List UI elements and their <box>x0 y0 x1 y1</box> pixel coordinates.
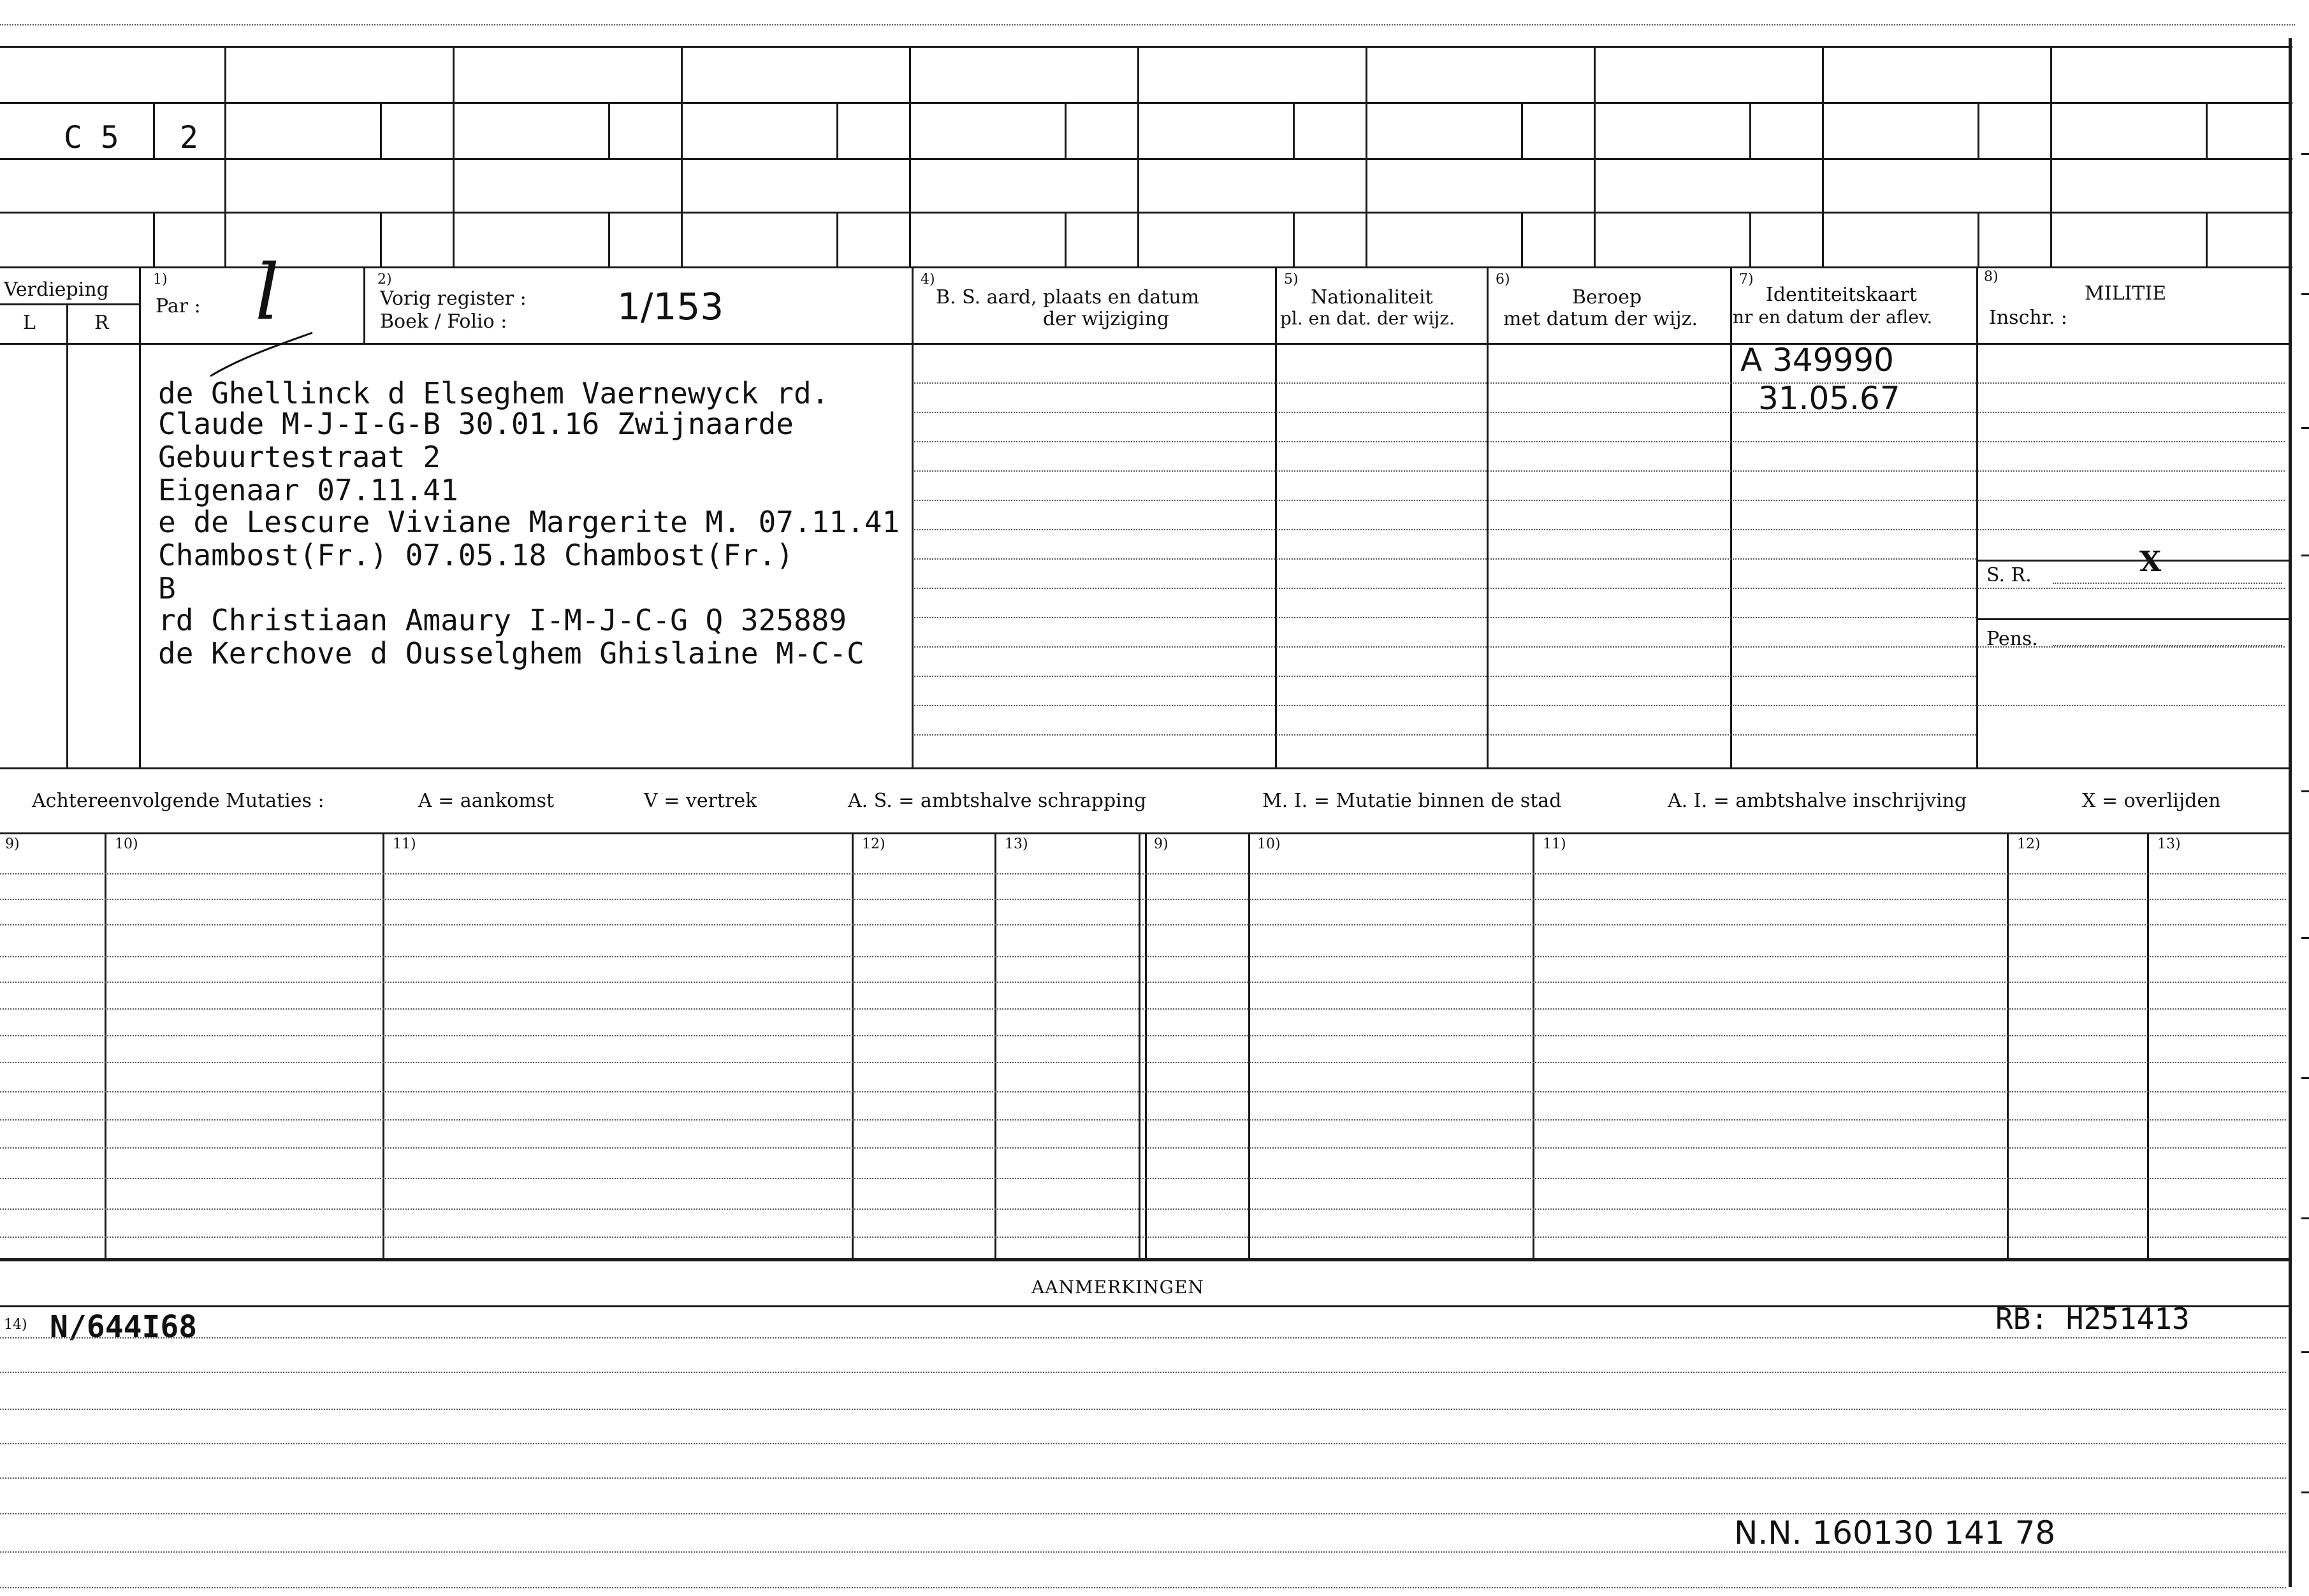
remark-code: N/644I68 <box>50 1309 198 1345</box>
ruled-line <box>0 982 2286 983</box>
column-number: 9) <box>1154 836 1169 852</box>
mutation-legend-mi: M. I. = Mutatie binnen de stad <box>1262 790 1562 812</box>
grid-line <box>852 832 854 1259</box>
person-line: de Ghellinck d Elseghem Vaernewyck rd. <box>158 376 829 410</box>
boek-folio-label: Boek / Folio : <box>380 310 507 333</box>
grid-line <box>1293 102 1295 158</box>
grid-line <box>2206 212 2208 266</box>
grid-line <box>2007 832 2009 1259</box>
ruled-line <box>0 1443 2286 1444</box>
column-number: 10) <box>1257 836 1281 852</box>
ruled-line <box>914 558 1976 560</box>
grid-line <box>0 832 2289 834</box>
grid-line <box>608 212 610 266</box>
mutation-legend-x: X = overlijden <box>2082 790 2221 812</box>
ruled-line <box>2053 645 2282 646</box>
ruled-line <box>0 1035 2286 1036</box>
grid-line <box>681 46 683 266</box>
field-number: 5) <box>1284 272 1299 287</box>
person-line: B <box>158 571 176 606</box>
field-number: 1) <box>153 272 168 287</box>
grid-line <box>0 102 2292 104</box>
grid-line <box>1730 266 1732 769</box>
person-line: Claude M-J-I-G-B 30.01.16 Zwijnaarde <box>158 407 794 441</box>
vorig-register-value: 1/153 <box>617 285 724 328</box>
person-line: Gebuurtestraat 2 <box>158 440 441 474</box>
pens-label: Pens. <box>1986 628 2038 650</box>
grid-line <box>1065 102 1067 158</box>
grid-line <box>1145 832 1147 1259</box>
ruled-line <box>0 1091 2286 1092</box>
militie-header: MILITIE <box>2085 282 2167 305</box>
grid-line <box>836 102 838 158</box>
grid-line <box>105 832 106 1259</box>
grid-line <box>153 102 155 158</box>
column-number: 9) <box>5 836 20 852</box>
grid-line <box>0 303 139 305</box>
ruled-line <box>0 1178 2286 1179</box>
column-number: 10) <box>115 836 138 852</box>
mutaties-title: Achtereenvolgende Mutaties : <box>32 790 324 812</box>
ruled-line <box>0 1409 2286 1410</box>
edge-tick <box>2301 1491 2309 1493</box>
edge-tick <box>2301 555 2309 556</box>
edge-tick <box>2301 427 2309 429</box>
ruled-line <box>914 588 2285 589</box>
grid-line <box>0 767 2289 769</box>
ruled-line <box>914 646 2285 648</box>
par-stroke <box>204 331 319 382</box>
grid-line <box>1366 46 1367 266</box>
ruled-line <box>914 412 2285 413</box>
field-number: 6) <box>1496 272 1510 287</box>
person-line: rd Christiaan Amaury I-M-J-C-G Q 325889 <box>158 603 847 637</box>
par-value: l <box>255 249 280 337</box>
card-top-edge <box>0 24 2295 25</box>
grid-line <box>0 212 2292 214</box>
grid-line <box>1139 832 1140 1259</box>
ruled-line <box>0 956 2286 957</box>
grid-line <box>2147 832 2149 1259</box>
grid-line <box>0 46 2292 48</box>
grid-line <box>1521 102 1523 158</box>
beroep-header-line2: met datum der wijz. <box>1503 308 1698 330</box>
column-number: 11) <box>393 836 416 852</box>
ruled-line <box>0 899 2286 900</box>
grid-line <box>380 102 382 158</box>
grid-line <box>1487 266 1489 769</box>
ruled-line <box>914 705 2285 706</box>
aanmerkingen-header: AANMERKINGEN <box>1031 1277 1204 1298</box>
card-right-edge <box>2289 38 2292 1587</box>
edge-tick <box>2301 293 2309 295</box>
field-number: 14) <box>4 1317 27 1333</box>
ruled-line <box>0 1337 2286 1338</box>
grid-line <box>1976 560 2289 562</box>
grid-line <box>153 212 155 266</box>
person-line: de Kerchove d Ousselghem Ghislaine M-C-C <box>158 636 864 671</box>
grid-line <box>0 1258 2289 1261</box>
ruled-line <box>914 529 2285 530</box>
ruled-line <box>0 1008 2286 1010</box>
nationaliteit-header-line1: Nationaliteit <box>1311 286 1433 308</box>
grid-line <box>1976 266 1978 769</box>
grid-line <box>909 46 911 266</box>
grid-line <box>1521 212 1523 266</box>
floor-l-label: L <box>23 312 36 334</box>
grid-line <box>836 212 838 266</box>
ruled-line <box>914 441 2285 442</box>
grid-line <box>1594 46 1596 266</box>
grid-line <box>224 46 226 266</box>
edge-tick <box>2301 153 2309 155</box>
column-number: 13) <box>2157 836 2181 852</box>
sr-label: S. R. <box>1986 564 2032 586</box>
floor-r-label: R <box>94 312 109 334</box>
ruled-line <box>914 734 1976 736</box>
column-number: 12) <box>862 836 885 852</box>
ruled-line <box>914 500 2285 501</box>
field-number: 8) <box>1984 269 1999 285</box>
grid-line <box>0 266 2292 268</box>
nationaliteit-header-line2: pl. en dat. der wijz. <box>1280 308 1455 329</box>
grid-line <box>1065 212 1067 266</box>
grid-line <box>1978 212 1979 266</box>
grid-line <box>139 266 141 769</box>
bs-header-line1: B. S. aard, plaats en datum <box>936 286 1200 308</box>
identiteitskaart-header-line1: Identiteitskaart <box>1766 284 1917 306</box>
sr-mark: X <box>2139 546 2162 578</box>
grid-line <box>2050 46 2052 266</box>
grid-line <box>0 1305 2289 1307</box>
grid-line <box>1137 46 1139 266</box>
grid-line <box>1293 212 1295 266</box>
grid-line <box>382 832 384 1259</box>
grid-line <box>1978 102 1979 158</box>
column-number: 12) <box>2017 836 2041 852</box>
edge-tick <box>2301 790 2309 792</box>
grid-line <box>1822 46 1824 266</box>
ruled-line <box>0 1119 2286 1121</box>
identiteitskaart-header-line2: nr en datum der aflev. <box>1733 307 1933 328</box>
national-number: N.N. 160130 141 78 <box>1734 1514 2056 1551</box>
grid-line <box>1749 102 1751 158</box>
ruled-line <box>914 676 1976 677</box>
grid-line <box>1533 832 1534 1259</box>
ruled-line <box>0 1477 2286 1479</box>
grid-line <box>66 303 68 769</box>
person-line: Eigenaar 07.11.41 <box>158 473 458 507</box>
sector-code: C 5 <box>64 120 119 156</box>
column-number: 11) <box>1543 836 1566 852</box>
inschr-label: Inschr. : <box>1989 307 2067 329</box>
beroep-header-line1: Beroep <box>1572 286 1642 308</box>
edge-tick <box>2301 1217 2309 1219</box>
person-line: e de Lescure Viviane Margerite M. 07.11.41 <box>158 505 900 539</box>
bs-header-line2: der wijziging <box>1043 308 1170 330</box>
grid-line <box>363 266 365 343</box>
grid-line <box>994 832 996 1259</box>
grid-line <box>1976 618 2289 620</box>
grid-line <box>1275 266 1277 769</box>
mutation-legend-ai: A. I. = ambtshalve inschrijving <box>1668 790 1967 812</box>
ruled-line <box>914 470 2285 472</box>
mutation-legend-as: A. S. = ambtshalve schrapping <box>848 790 1147 812</box>
grid-line <box>2206 102 2208 158</box>
ruled-line <box>0 1208 2286 1210</box>
edge-tick <box>2301 937 2309 939</box>
remark-rb: RB: H251413 <box>1995 1302 2190 1336</box>
edge-tick <box>2301 1077 2309 1079</box>
ruled-line <box>0 1147 2286 1149</box>
id-card-date: 31.05.67 <box>1758 380 1900 417</box>
field-number: 7) <box>1739 272 1754 287</box>
grid-line <box>453 46 455 266</box>
sector-number: 2 <box>180 120 198 156</box>
ruled-line <box>914 617 1976 618</box>
edge-tick <box>2301 1351 2309 1353</box>
grid-line <box>380 212 382 266</box>
ruled-line <box>0 1551 2286 1553</box>
ruled-line <box>0 1587 2286 1588</box>
ruled-line <box>0 1372 2286 1373</box>
ruled-line <box>0 1237 2286 1238</box>
column-number: 13) <box>1005 836 1028 852</box>
grid-line <box>1248 832 1250 1259</box>
field-number: 2) <box>377 272 392 287</box>
grid-line <box>0 343 2289 345</box>
ruled-line <box>0 1062 2286 1063</box>
ruled-line <box>2053 583 2282 584</box>
field-number: 4) <box>921 272 935 287</box>
grid-line <box>912 266 914 769</box>
grid-line <box>1749 212 1751 266</box>
par-label: Par : <box>156 295 201 317</box>
ruled-line <box>0 924 2286 925</box>
ruled-line <box>0 873 2286 874</box>
grid-line <box>608 102 610 158</box>
verdieping-label: Verdieping <box>4 279 109 301</box>
id-card-number: A 349990 <box>1740 342 1894 379</box>
vorig-register-label: Vorig register : <box>380 287 527 310</box>
grid-line <box>0 158 2292 160</box>
mutation-legend-a: A = aankomst <box>418 790 555 812</box>
ruled-line <box>914 382 2285 384</box>
mutation-legend-v: V = vertrek <box>644 790 757 812</box>
person-line: Chambost(Fr.) 07.05.18 Chambost(Fr.) <box>158 538 794 572</box>
